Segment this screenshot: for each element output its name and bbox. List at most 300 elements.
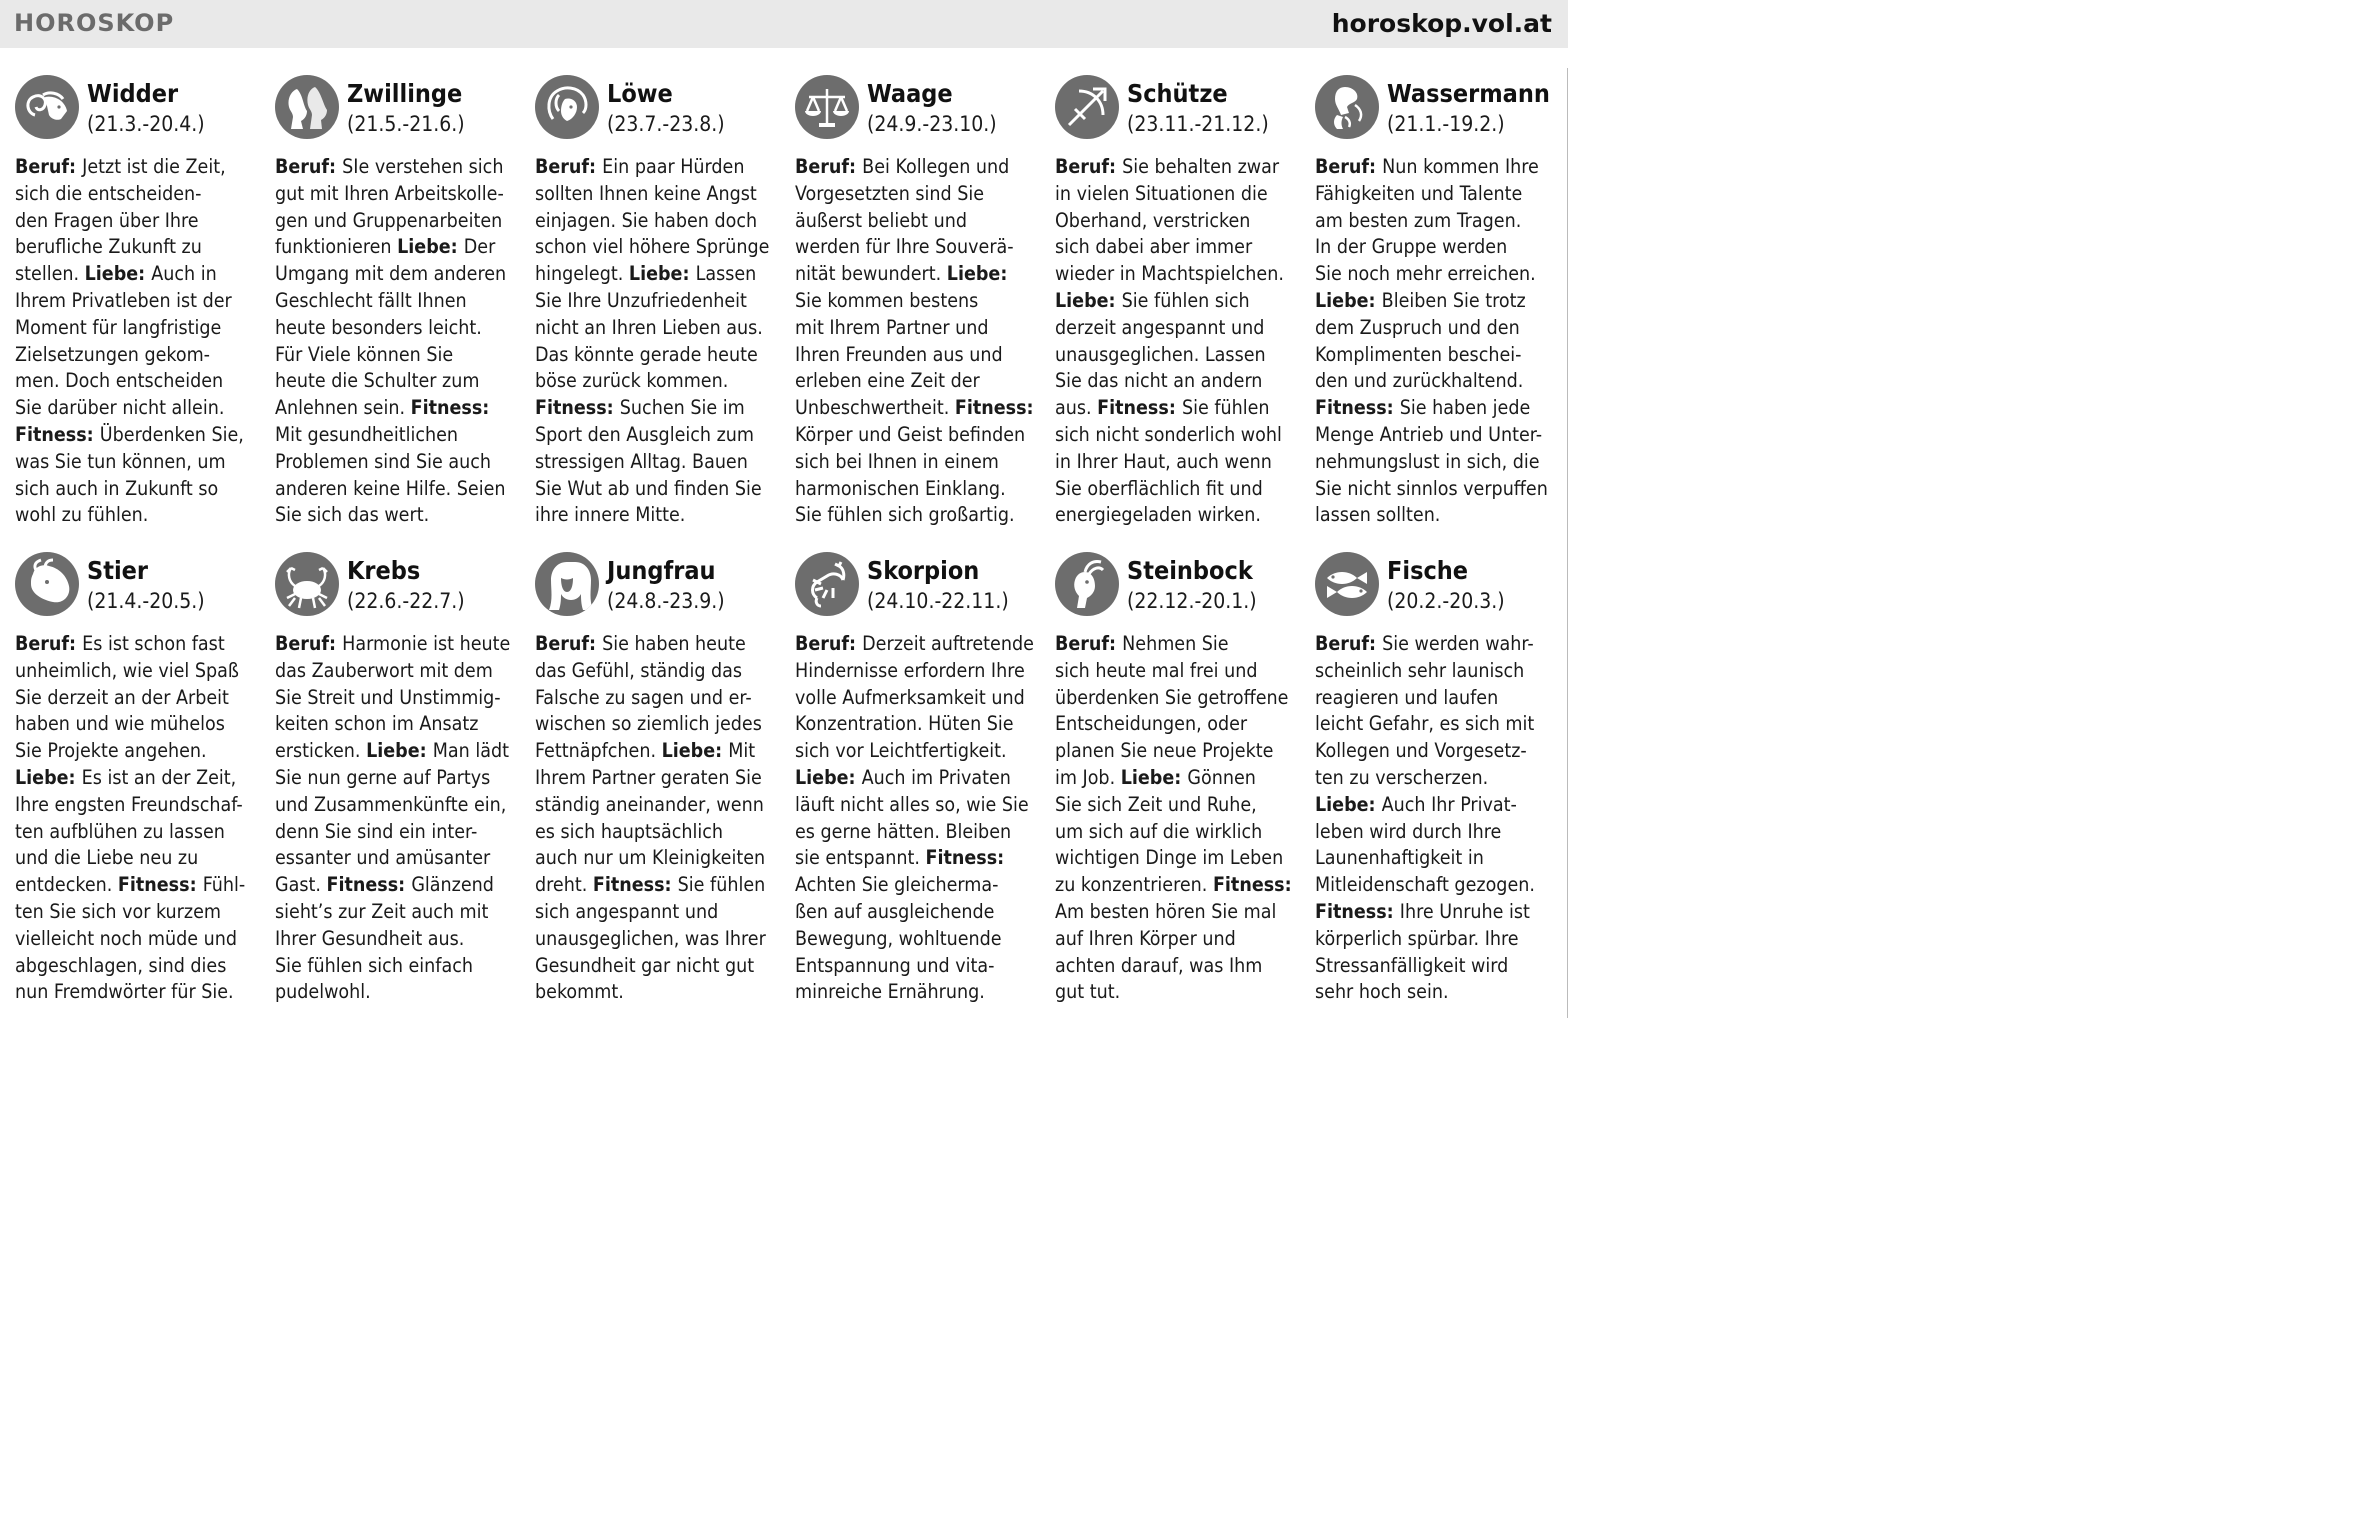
text-segment: Bleiben Sie trotz: [1381, 288, 1526, 312]
text-segment: ten aufblühen zu lassen: [15, 819, 225, 843]
category-label: Beruf:: [15, 155, 83, 178]
sign-text: [275, 154, 521, 529]
text-segment: sehr hoch sein.: [1315, 980, 1449, 1004]
text-segment: Umgang mit dem anderen: [275, 262, 507, 286]
text-line: [15, 181, 261, 208]
text-line: [1315, 395, 1561, 422]
text-line: [535, 658, 781, 685]
category-label: Fitness:: [117, 873, 203, 897]
text-line: [1055, 181, 1301, 208]
text-segment: ihre innere Mitte.: [535, 503, 686, 527]
text-line: [275, 502, 521, 529]
text-segment: Fühl-: [202, 873, 246, 897]
text-line: [1315, 658, 1561, 685]
text-segment: achten darauf, was Ihm: [1055, 953, 1263, 977]
text-segment: Ihrem Privatleben ist der: [15, 288, 232, 312]
text-line: [275, 288, 521, 315]
category-label: Liebe:: [628, 262, 696, 286]
text-line: [795, 953, 1041, 980]
text-segment: harmonischen Einklang.: [795, 476, 1006, 500]
text-line: [795, 872, 1041, 899]
text-line: [795, 926, 1041, 953]
sign-name: Krebs: [347, 556, 421, 585]
text-segment: sich angespannt und: [535, 899, 719, 923]
text-segment: Sie Ihre Unzufriedenheit: [535, 288, 747, 312]
sign-dates: (24.8.-23.9.): [607, 589, 725, 613]
text-segment: Ihrem Partner geraten Sie: [535, 765, 762, 789]
text-segment: Ihre engsten Freundschaf-: [15, 792, 243, 816]
text-segment: Ein paar Hürden: [602, 155, 745, 178]
text-segment: Sie nicht sinnlos verpuffen: [1315, 476, 1548, 500]
text-line: [15, 154, 261, 181]
text-segment: Fähigkeiten und Talente: [1315, 181, 1523, 205]
text-segment: am besten zum Tragen.: [1315, 208, 1522, 232]
text-line: [1315, 765, 1561, 792]
text-line: [15, 792, 261, 819]
text-line: [15, 631, 261, 658]
sign-name: Steinbock: [1127, 556, 1253, 585]
text-line: [795, 711, 1041, 738]
text-line: [275, 685, 521, 712]
text-line: [15, 288, 261, 315]
category-label: Fitness:: [925, 846, 1005, 870]
text-segment: nehmungslust in sich, die: [1315, 449, 1540, 473]
bull-icon: [15, 552, 79, 616]
text-line: [795, 819, 1041, 846]
text-line: [1315, 368, 1561, 395]
text-segment: nun Fremdwörter für Sie.: [15, 980, 234, 1004]
text-line: [1315, 845, 1561, 872]
category-label: Beruf:: [1315, 155, 1383, 178]
sign-name: Stier: [87, 556, 149, 585]
text-segment: keiten schon im Ansatz: [275, 712, 479, 736]
text-segment: denn Sie sind ein inter-: [275, 819, 478, 843]
text-segment: pudelwohl.: [275, 980, 371, 1004]
text-segment: Das könnte gerade heute: [535, 342, 758, 366]
text-line: [795, 502, 1041, 529]
category-label: Fitness:: [954, 396, 1034, 420]
text-line: [795, 422, 1041, 449]
text-segment: derzeit angespannt und: [1055, 315, 1265, 339]
text-segment: schon viel höhere Sprünge: [535, 235, 770, 259]
text-segment: haben und wie mühelos: [15, 712, 225, 736]
sign-name: Löwe: [607, 79, 673, 108]
text-segment: Konzentration. Hüten Sie: [795, 712, 1014, 736]
text-line: [1315, 685, 1561, 712]
text-segment: Am besten hören Sie mal: [1055, 899, 1277, 923]
text-segment: in Ihrer Haut, auch wenn: [1055, 449, 1272, 473]
text-line: [1055, 422, 1301, 449]
crab-icon: [275, 552, 339, 616]
text-segment: heute besonders leicht.: [275, 315, 482, 339]
water-bearer-icon: [1315, 75, 1379, 139]
text-segment: Ihrer Gesundheit aus.: [275, 926, 465, 950]
text-segment: Fettnäpfchen.: [535, 739, 662, 763]
text-line: [1315, 476, 1561, 503]
text-segment: und die Liebe neu zu: [15, 846, 199, 870]
text-segment: Sie fühlen sich großartig.: [795, 503, 1015, 527]
sign-dates: (20.2.-20.3.): [1387, 589, 1505, 613]
sign-name: Jungfrau: [607, 556, 716, 585]
text-segment: funktionieren: [275, 235, 398, 259]
text-line: [275, 315, 521, 342]
text-line: [1055, 765, 1301, 792]
sign-text: [1055, 631, 1301, 1006]
sign-dates: (23.7.-23.8.): [607, 112, 725, 136]
text-segment: anderen keine Hilfe. Seien: [275, 476, 506, 500]
text-segment: äußerst beliebt und: [795, 208, 967, 232]
text-line: [795, 315, 1041, 342]
text-segment: Menge Antrieb und Unter-: [1315, 422, 1543, 446]
sign-name: Widder: [87, 79, 179, 108]
text-segment: sieht’s zur Zeit auch mit: [275, 899, 489, 923]
text-segment: um sich auf die wirklich: [1055, 819, 1263, 843]
category-label: Liebe:: [15, 765, 82, 789]
text-line: [275, 181, 521, 208]
category-label: Fitness:: [15, 422, 100, 446]
text-segment: reagieren und laufen: [1315, 685, 1499, 709]
text-line: [275, 845, 521, 872]
text-line: [15, 395, 261, 422]
category-label: Liebe:: [1315, 288, 1382, 312]
text-segment: Mitleidenschaft gezogen.: [1315, 873, 1535, 897]
text-segment: Problemen sind Sie auch: [275, 449, 492, 473]
text-line: [1055, 685, 1301, 712]
text-line: [1055, 342, 1301, 369]
category-label: Beruf:: [15, 632, 83, 655]
text-segment: Sie haben heute: [602, 632, 746, 655]
text-line: [275, 476, 521, 503]
text-segment: heute die Schulter zum: [275, 369, 480, 393]
text-segment: sich bei Ihnen in einem: [795, 449, 999, 473]
text-line: [1055, 261, 1301, 288]
sign-text: [15, 154, 261, 529]
text-line: [535, 872, 781, 899]
text-line: [535, 288, 781, 315]
fish-icon: [1315, 552, 1379, 616]
text-line: [15, 342, 261, 369]
text-line: [1055, 315, 1301, 342]
sign-dates: (24.10.-22.11.): [867, 589, 1009, 613]
sign-name: Waage: [867, 79, 953, 108]
right-border: [1567, 68, 1568, 1018]
text-segment: berufliche Zukunft zu: [15, 235, 202, 259]
sign-name: Skorpion: [867, 556, 980, 585]
text-segment: ten zu verscherzen.: [1315, 765, 1489, 789]
category-label: Beruf:: [1315, 632, 1383, 655]
text-line: [1055, 154, 1301, 181]
sign-dates: (21.1.-19.2.): [1387, 112, 1505, 136]
text-segment: ständig aneinander, wenn: [535, 792, 764, 816]
text-segment: gut tut.: [1055, 980, 1121, 1004]
text-line: [1055, 288, 1301, 315]
ibex-icon: [1055, 552, 1119, 616]
sign-text: [535, 631, 781, 1006]
category-label: Fitness:: [1212, 873, 1292, 897]
text-segment: das Gefühl, ständig das: [535, 658, 743, 682]
text-line: [275, 422, 521, 449]
text-segment: Achten Sie gleicherma-: [795, 873, 999, 897]
virgin-icon: [535, 552, 599, 616]
category-label: Liebe:: [84, 262, 152, 286]
text-line: [275, 953, 521, 980]
text-line: [795, 685, 1041, 712]
text-segment: Sie fühlen: [677, 873, 766, 897]
sign-dates: (21.5.-21.6.): [347, 112, 465, 136]
text-line: [1315, 953, 1561, 980]
text-line: [15, 315, 261, 342]
text-segment: Auch im Privaten: [861, 765, 1011, 789]
text-line: [275, 658, 521, 685]
text-segment: abgeschlagen, sind dies: [15, 953, 227, 977]
text-line: [535, 845, 781, 872]
text-segment: Es ist an der Zeit,: [81, 765, 237, 789]
text-segment: Vorgesetzten sind Sie: [795, 181, 985, 205]
text-segment: Bewegung, wohltuende: [795, 926, 1002, 950]
category-label: Fitness:: [1315, 396, 1400, 420]
ram-icon: [15, 75, 79, 139]
text-line: [795, 449, 1041, 476]
text-line: [275, 631, 521, 658]
sign-dates: (22.12.-20.1.): [1127, 589, 1257, 613]
text-segment: Mit gesundheitlichen: [275, 422, 459, 446]
text-segment: Auch in: [151, 262, 217, 286]
text-segment: sich nicht sonderlich wohl: [1055, 422, 1282, 446]
text-line: [1055, 899, 1301, 926]
text-line: [15, 234, 261, 261]
text-segment: men. Doch entscheiden: [15, 369, 224, 393]
text-line: [1055, 738, 1301, 765]
text-line: [15, 845, 261, 872]
text-line: [535, 899, 781, 926]
text-segment: Jetzt ist die Zeit,: [82, 155, 226, 178]
text-line: [1055, 926, 1301, 953]
text-segment: Sie sich das wert.: [275, 503, 430, 527]
text-segment: Sie derzeit an der Arbeit: [15, 685, 229, 709]
text-line: [1315, 979, 1561, 1006]
category-label: Fitness:: [592, 873, 678, 897]
text-segment: Launenhaftigkeit in: [1315, 846, 1484, 870]
text-segment: ersticken.: [275, 739, 367, 763]
text-line: [15, 926, 261, 953]
category-label: Liebe:: [397, 235, 464, 259]
text-line: [1315, 315, 1561, 342]
text-segment: Sie sich Zeit und Ruhe,: [1055, 792, 1257, 816]
text-segment: böse zurück kommen.: [535, 369, 729, 393]
text-line: [15, 685, 261, 712]
text-line: [1055, 449, 1301, 476]
text-segment: das Zauberwort mit dem: [275, 658, 493, 682]
text-line: [1055, 631, 1301, 658]
text-segment: ten Sie sich vor kurzem: [15, 899, 221, 923]
text-segment: Sie Wut ab und finden Sie: [535, 476, 762, 500]
text-segment: volle Aufmerksamkeit und: [795, 685, 1025, 709]
text-segment: einjagen. Sie haben doch: [535, 208, 758, 232]
sign-dates: (21.3.-20.4.): [87, 112, 205, 136]
text-line: [535, 979, 781, 1006]
text-segment: Zielsetzungen gekom-: [15, 342, 211, 366]
text-line: [275, 926, 521, 953]
text-segment: Moment für langfristige: [15, 315, 222, 339]
text-line: [535, 819, 781, 846]
text-line: [15, 368, 261, 395]
text-segment: Gönnen: [1187, 765, 1256, 789]
text-line: [535, 315, 781, 342]
category-label: Liebe:: [366, 739, 433, 763]
text-segment: Falsche zu sagen und er-: [535, 685, 752, 709]
text-segment: im Job.: [1055, 765, 1121, 789]
text-line: [1315, 711, 1561, 738]
text-segment: Entspannung und vita-: [795, 953, 995, 977]
category-label: Fitness:: [326, 873, 412, 897]
text-segment: Überdenken Sie,: [99, 422, 244, 446]
text-segment: es gerne hätten. Bleiben: [795, 819, 1012, 843]
text-segment: sollten Ihnen keine Angst: [535, 181, 757, 205]
text-segment: sich heute mal frei und: [1055, 658, 1258, 682]
text-line: [1055, 979, 1301, 1006]
text-segment: hingelegt.: [535, 262, 629, 286]
scorpion-icon: [795, 552, 859, 616]
text-segment: SIe verstehen sich: [342, 155, 504, 178]
text-line: [1055, 792, 1301, 819]
text-line: [15, 449, 261, 476]
text-segment: läuft nicht alles so, wie Sie: [795, 792, 1029, 816]
text-segment: Oberhand, verstricken: [1055, 208, 1251, 232]
text-segment: Lassen: [695, 262, 757, 286]
text-segment: sich die entscheiden-: [15, 181, 202, 205]
text-line: [15, 872, 261, 899]
text-segment: Mit: [728, 739, 756, 763]
category-label: Fitness:: [1097, 396, 1182, 420]
text-segment: Auch Ihr Privat-: [1381, 792, 1517, 816]
text-line: [1315, 154, 1561, 181]
text-segment: Sie fühlen sich: [1121, 288, 1250, 312]
text-segment: Nehmen Sie: [1122, 632, 1229, 655]
text-segment: mit Ihrem Partner und: [795, 315, 989, 339]
twins-icon: [275, 75, 339, 139]
text-line: [275, 792, 521, 819]
text-segment: unausgeglichen, was Ihrer: [535, 926, 766, 950]
text-line: [795, 154, 1041, 181]
text-line: [535, 738, 781, 765]
header-bar: [0, 0, 1568, 48]
text-line: [275, 711, 521, 738]
sign-text: [795, 631, 1041, 1006]
text-segment: wohl zu fühlen.: [15, 503, 149, 527]
text-line: [535, 765, 781, 792]
text-segment: Sie noch mehr erreichen.: [1315, 262, 1536, 286]
text-segment: Unbeschwertheit.: [795, 396, 955, 420]
text-line: [535, 711, 781, 738]
text-line: [1055, 845, 1301, 872]
text-segment: Hindernisse erfordern Ihre: [795, 658, 1025, 682]
text-line: [15, 658, 261, 685]
text-segment: Sie werden wahr-: [1382, 632, 1534, 655]
category-label: Beruf:: [795, 632, 863, 655]
text-segment: sich vor Leichtfertigkeit.: [795, 739, 1007, 763]
sign-text: [15, 631, 261, 1006]
text-segment: überdenken Sie getroffene: [1055, 685, 1289, 709]
sign-text: [1055, 154, 1301, 529]
text-line: [535, 422, 781, 449]
text-line: [795, 261, 1041, 288]
text-line: [15, 765, 261, 792]
text-segment: wichtigen Dinge im Leben: [1055, 846, 1284, 870]
text-segment: Sie fühlen: [1181, 396, 1270, 420]
text-segment: vielleicht noch müde und: [15, 926, 237, 950]
text-line: [275, 765, 521, 792]
text-segment: aus.: [1055, 396, 1098, 420]
text-segment: energiegeladen wirken.: [1055, 503, 1261, 527]
text-segment: den Fragen über Ihre: [15, 208, 199, 232]
category-label: Fitness:: [410, 396, 490, 420]
category-label: Beruf:: [1055, 632, 1123, 655]
text-segment: stressigen Alltag. Bauen: [535, 449, 748, 473]
text-segment: Ihren Freunden aus und: [795, 342, 1003, 366]
text-segment: unheimlich, wie viel Spaß: [15, 658, 239, 682]
sign-dates: (22.6.-22.7.): [347, 589, 465, 613]
text-line: [535, 261, 781, 288]
text-segment: körperlich spürbar. Ihre: [1315, 926, 1519, 950]
text-line: [275, 738, 521, 765]
text-segment: Es ist schon fast: [82, 632, 225, 655]
text-segment: was Sie tun können, um: [15, 449, 226, 473]
category-label: Beruf:: [275, 632, 343, 655]
text-segment: ßen auf ausgleichende: [795, 899, 995, 923]
text-segment: gen und Gruppenarbeiten: [275, 208, 503, 232]
text-segment: dem Zuspruch und den: [1315, 315, 1520, 339]
text-line: [535, 154, 781, 181]
text-segment: lassen sollten.: [1315, 503, 1441, 527]
text-line: [1315, 631, 1561, 658]
text-line: [1055, 658, 1301, 685]
text-line: [795, 738, 1041, 765]
category-label: Liebe:: [661, 739, 729, 763]
text-line: [275, 395, 521, 422]
sign-text: [275, 631, 521, 1006]
site-url[interactable]: horoskop.vol.at: [1331, 9, 1552, 38]
text-segment: gut mit Ihren Arbeitskolle-: [275, 181, 504, 205]
text-line: [535, 476, 781, 503]
text-segment: planen Sie neue Projekte: [1055, 739, 1274, 763]
text-segment: Sie darüber nicht allein.: [15, 396, 225, 420]
sign-name: Fische: [1387, 556, 1469, 585]
category-label: Liebe:: [1315, 792, 1382, 816]
text-line: [15, 819, 261, 846]
text-line: [1315, 899, 1561, 926]
text-segment: nicht an Ihren Lieben aus.: [535, 315, 763, 339]
text-segment: Nun kommen Ihre: [1382, 155, 1539, 178]
text-segment: Harmonie ist heute: [342, 632, 511, 655]
text-segment: In der Gruppe werden: [1315, 235, 1508, 259]
text-segment: Geschlecht fällt Ihnen: [275, 288, 467, 312]
text-segment: werden für Ihre Souverä-: [795, 235, 1014, 259]
text-line: [535, 685, 781, 712]
text-line: [535, 926, 781, 953]
text-segment: Sie fühlen sich einfach: [275, 953, 473, 977]
text-segment: Sie Streit und Unstimmig-: [275, 685, 501, 709]
text-line: [1055, 208, 1301, 235]
text-line: [795, 181, 1041, 208]
text-segment: Sie oberflächlich fit und: [1055, 476, 1263, 500]
text-segment: Komplimenten beschei-: [1315, 342, 1522, 366]
text-line: [15, 502, 261, 529]
text-line: [1315, 288, 1561, 315]
text-segment: Gesundheit gar nicht gut: [535, 953, 755, 977]
text-segment: Sie kommen bestens: [795, 288, 979, 312]
sign-text: [1315, 154, 1561, 529]
text-segment: Ihre Unruhe ist: [1399, 899, 1530, 923]
